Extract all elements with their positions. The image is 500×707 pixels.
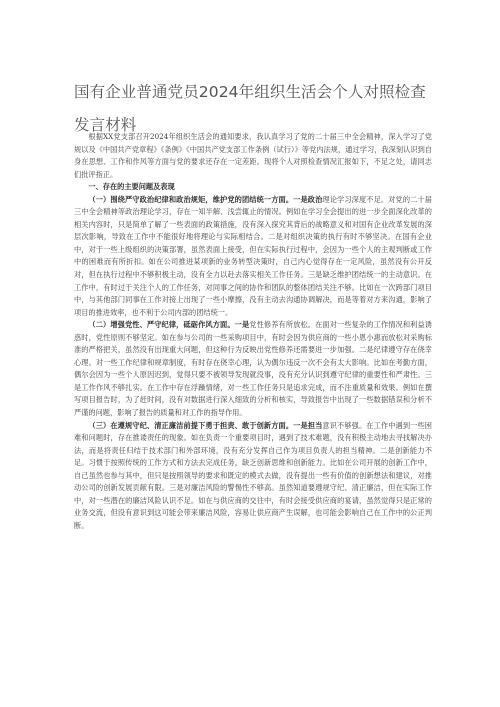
document-body — [74, 131, 432, 533]
paragraph-1-lead: （一）围绕严守政治纪律和政治规矩，维护党的团结统一方面。 — [88, 194, 294, 204]
title-line-2: 发言材料 — [74, 116, 137, 134]
paragraph-2 — [74, 319, 432, 419]
paragraph-3-text: 意识不够强。在工作中遇到一些困难和问题时，存在推诿责任的现象。如在负责一个重要项目时，遇到了技术难题，没有积极主动地去寻找解决办法，而是将责任归结于技术部门和外部环境，没有充分发挥自己作为项目负责人的担当精神。二是创新能力不足。习惯于按照传统的工作方式和方法去完成任务，缺乏创新思维和创新能力。比如在公司开展的创新工作中，自己虽然也参与其中，但只是按照领导的要求和既定的模式去做，没有提出一些有价值的创新想法和建议，对推动公司的创新发展贡献有限。三是对廉洁风险的警惕性不够高。虽然知道要遵规守纪、清正廉洁，但在实际工作中，对一些潜在的廉洁风险认识不足。如在与供应商的交往中，有时会接受供应商的宴请，虽然觉得只是正常的业务交流，但没有意识到这可能会带来廉洁风险，容易让供应商产生误解，也可能会影响自己在工作中的公正判断。 — [74, 420, 432, 530]
paragraph-1 — [74, 194, 432, 319]
paragraph-2-point: 一是 — [234, 320, 250, 330]
paragraph-3-lead: （三）在遵规守纪、清正廉洁前提下勇于担责、敢于创新方面。 — [88, 420, 294, 430]
paragraph-2-text: 党性修养有所放松。在面对一些复杂的工作情况和利益诱惑时，党性原则不够坚定。如在参与公司的一些采购项目中，有时会因为供应商的一些小恩小惠而放松对采购标准的严格把关，虽然没有出现重大问题，但这种行为反映出党性修养还需要进一步加强。二是纪律遵守存在侥幸心理。对一些工作纪律和规章制度，有时存在侥幸心理，认为偶尔违反一次不会有太大影响。比如在考勤方面，偶尔会因为一些个人原因迟到，觉得只要不被领导发现就没事，没有充分认识到遵守纪律的重要性和严肃性。三是工作作风不够扎实。在工作中存在浮躁情绪，对一些工作任务只是追求完成，而不注重质量和效果。例如在撰写项目报告时，为了赶时间，没有对数据进行深入细致的分析和核实，导致报告中出现了一些数据错误和分析不严谨的问题，影响了报告的质量和对工作的指导作用。 — [74, 320, 432, 418]
title-line-1: 国有企业普通党员2024年组织生活会个人对照检查 — [74, 83, 426, 101]
section-heading: 一、存在的主要问题及表现 — [88, 182, 175, 192]
paragraph-1-text: 理论学习深度不足。对党的二十届三中全会精神等政治理论学习，存在一知半解、浅尝辄止的情况。例如在学习全会提出的进一步全面深化改革的相关内容时，只是简单了解了一些表面的政策措施，没有深入探究其背后的战略意义和对国有企业改革发展的深层次影响，导致在工作中不能很好地将理论与实际相结合。二是对组织决策的执行有时不够坚决。在国有企业中，对于一些上级组织的决策部署，虽然表面上接受，但在实际执行过程中，会因为一些个人的主观判断或工作中的困难而有所折扣。如在公司推进某项新的业务转型决策时，自己内心觉得存在一定风险，虽然没有公开反对，但在执行过程中不够积极主动，没有全力以赴去落实相关工作任务。三是缺乏维护团结统一的主动意识。在工作中，有时过于关注个人的工作任务，对同事之间的协作和团队的整体团结关注不够。比如在一次跨部门项目中，与其他部门同事在工作对接上出现了一些小摩擦，没有主动去沟通协调解决，而是等着对方来沟通，影响了项目的推进效率，也不利于公司内部的团结统一。 — [74, 194, 432, 317]
paragraph-2-lead: （二）增强党性、严守纪律，砥砺作风方面。 — [88, 320, 235, 330]
paragraph-1-point: 一是政治 — [293, 194, 323, 204]
document-title — [74, 81, 434, 136]
intro-paragraph: 根据XX党支部召开2024年组织生活会的通知要求，我认真学习了党的二十届三中全会精神，深入学习了党规以及《中国共产党章程》《条例》《中国共产党支部工作条例（试行）》等党内法规，通过学习，我深刻认识到自身在思想、工作和作风等方面与党的要求还存在一定差距。现将个人对照检查情况汇报如下，不足之处，请同志们批评指正。 — [74, 132, 432, 179]
paragraph-3 — [74, 420, 432, 533]
paragraph-3-point: 一是担当 — [293, 420, 323, 430]
